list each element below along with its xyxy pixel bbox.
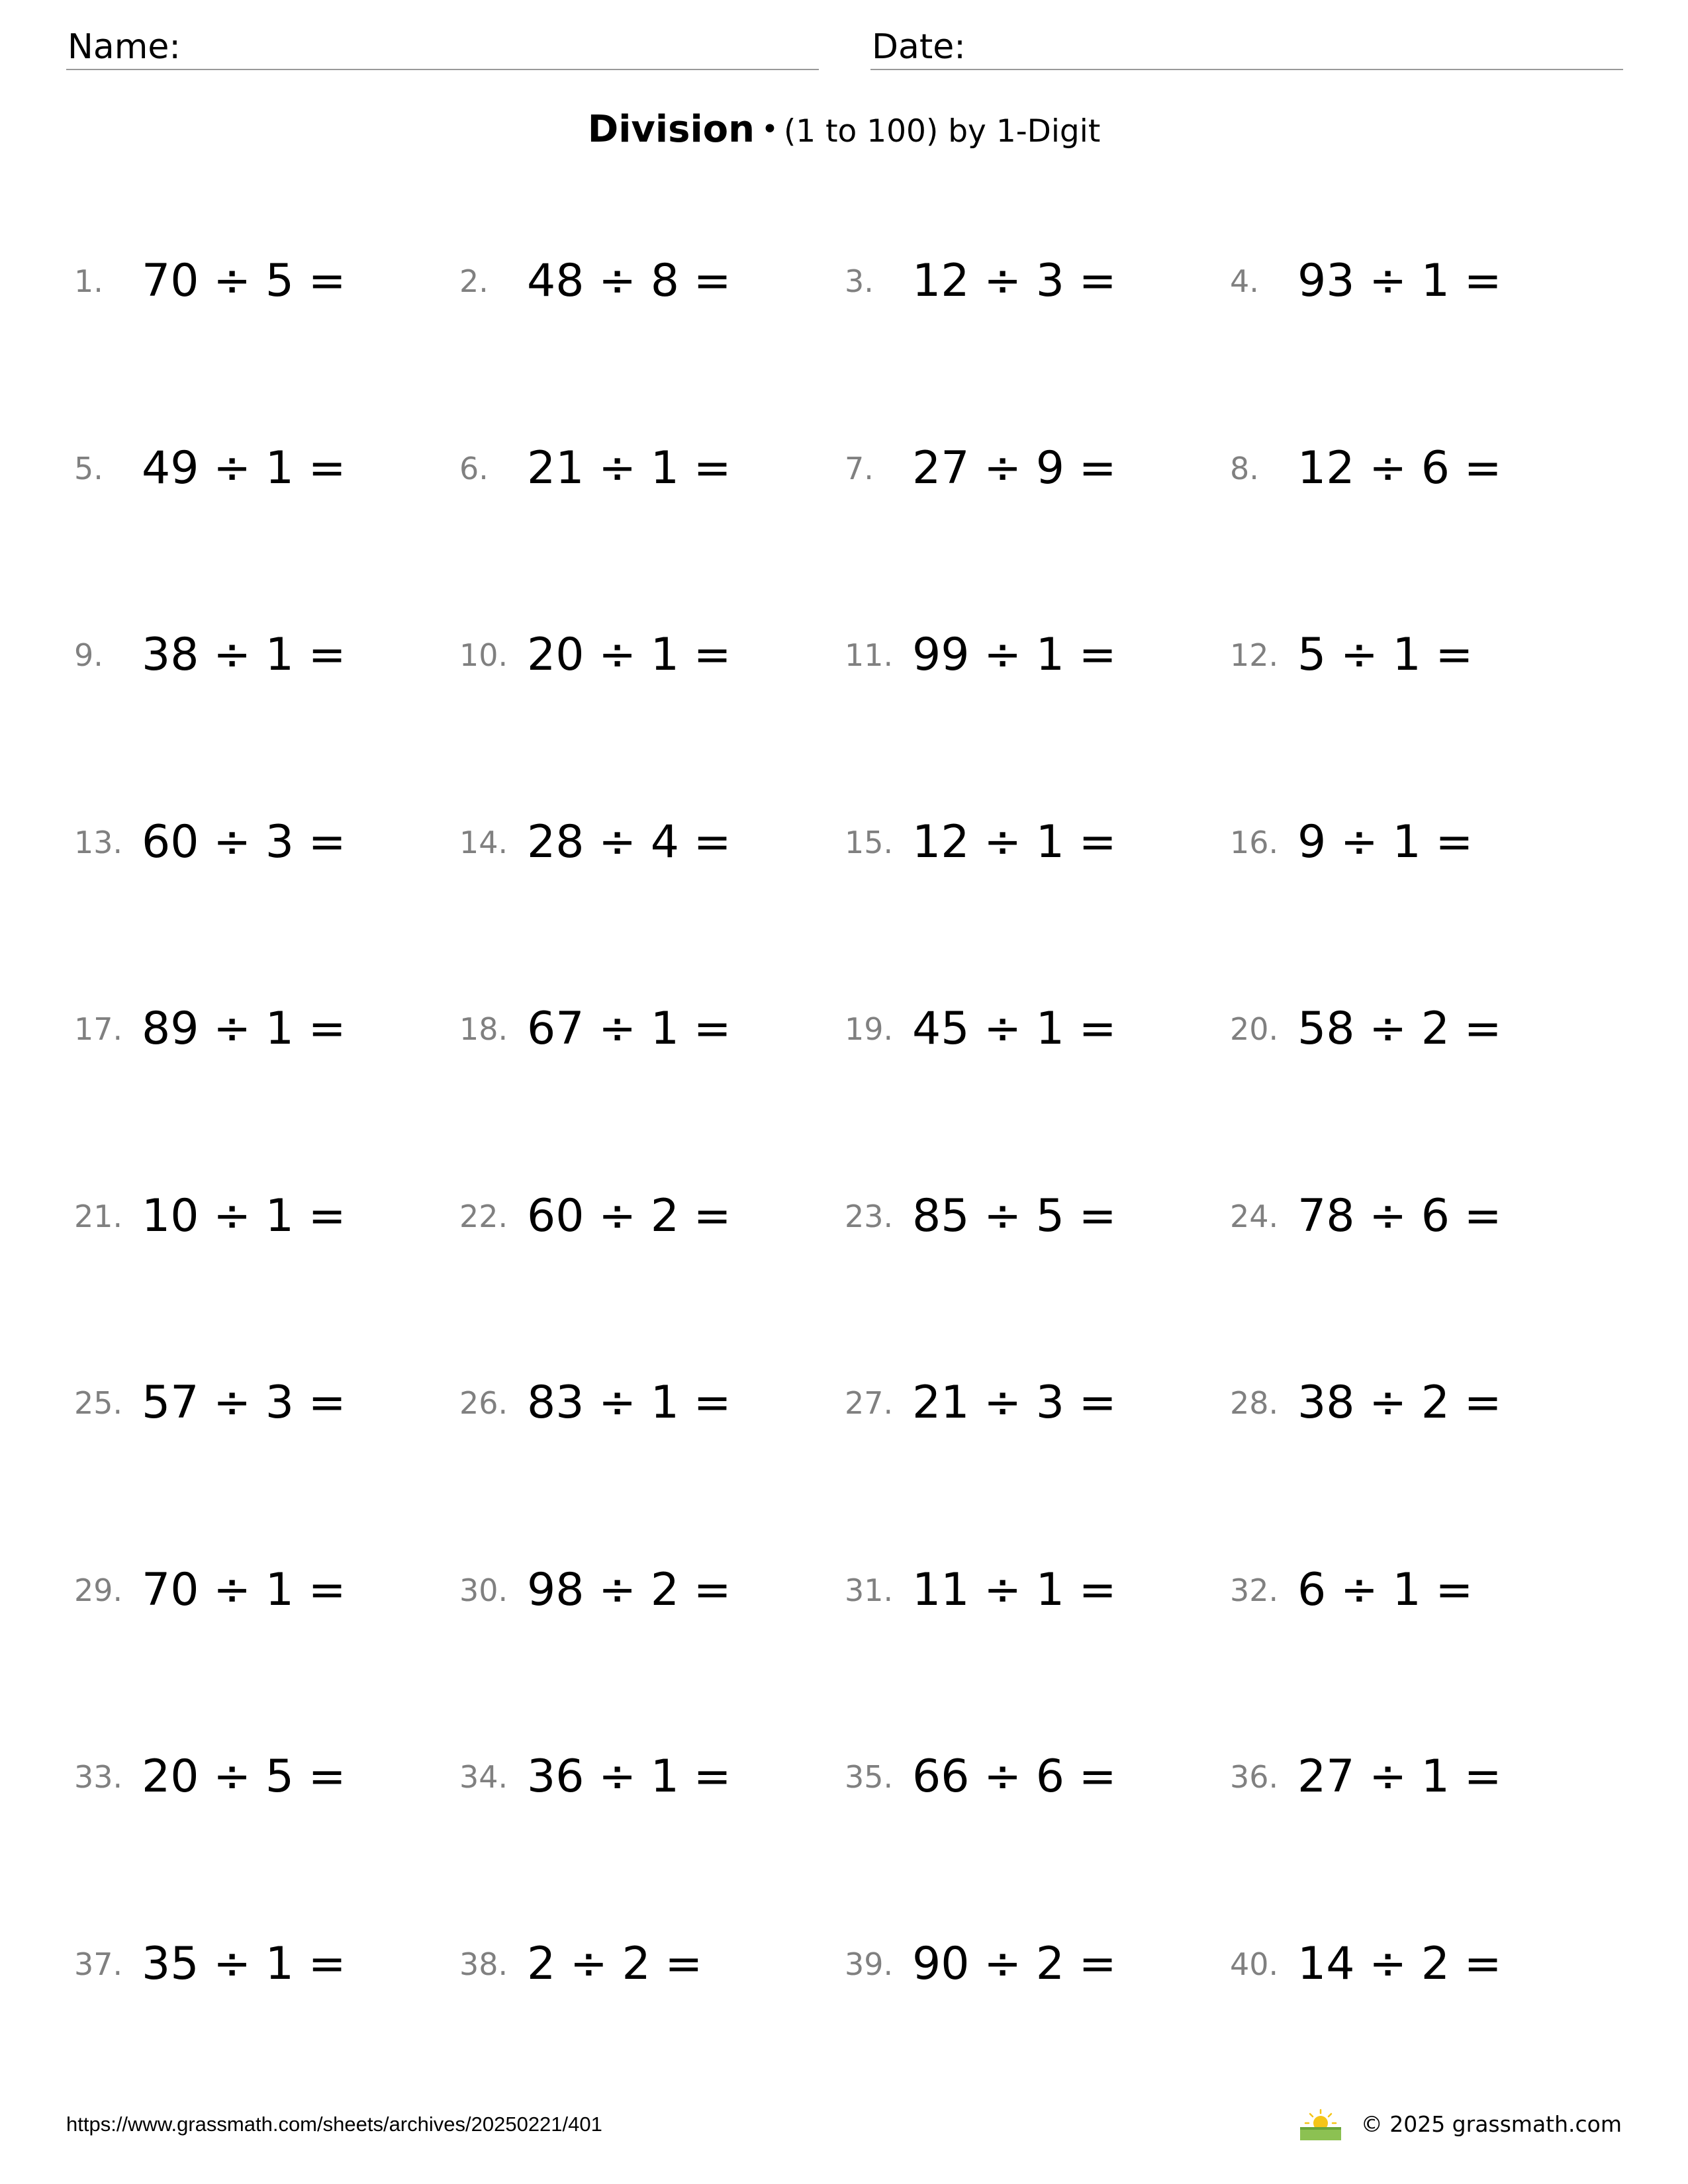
problem-expression: 66 ÷ 6 = [912,1751,1117,1803]
grassmath-logo-icon [1296,2107,1345,2142]
name-label: Name: [68,27,181,67]
problem-number: 1. [74,263,103,299]
problem-expression: 98 ÷ 2 = [527,1564,731,1616]
problem-expression: 36 ÷ 1 = [527,1751,731,1803]
problem-expression: 48 ÷ 8 = [527,255,731,307]
problem-number: 33. [74,1759,123,1795]
problem-expression: 38 ÷ 1 = [142,629,346,681]
problem-expression: 67 ÷ 1 = [527,1003,731,1055]
problem-number: 5. [74,451,103,486]
problem-number: 36. [1230,1759,1279,1795]
problem-number: 37. [74,1946,123,1982]
problem-expression: 70 ÷ 1 = [142,1564,346,1616]
problem-number: 21. [74,1199,123,1234]
title-subtitle: (1 to 100) by 1-Digit [783,113,1101,150]
date-label: Date: [872,27,966,67]
problem-expression: 12 ÷ 6 = [1297,442,1502,494]
problem-number: 30. [459,1572,508,1608]
problem-number: 40. [1230,1946,1279,1982]
problem-expression: 78 ÷ 6 = [1297,1190,1502,1242]
problem-number: 18. [459,1011,508,1047]
problem-number: 12. [1230,637,1279,673]
problem-expression: 11 ÷ 1 = [912,1564,1117,1616]
problem-number: 4. [1230,263,1259,299]
problem-number: 25. [74,1385,123,1421]
footer-url: https://www.grassmath.com/sheets/archives/20250221/401 [66,2113,602,2136]
problem-number: 14. [459,825,508,860]
problem-expression: 58 ÷ 2 = [1297,1003,1502,1055]
problem-expression: 6 ÷ 1 = [1297,1564,1474,1616]
problem-expression: 38 ÷ 2 = [1297,1377,1502,1429]
problem-expression: 35 ÷ 1 = [142,1938,346,1990]
problem-number: 29. [74,1572,123,1608]
problem-expression: 90 ÷ 2 = [912,1938,1117,1990]
problem-number: 15. [845,825,894,860]
problem-number: 9. [74,637,103,673]
problem-number: 2. [459,263,489,299]
problem-number: 31. [845,1572,894,1608]
problem-expression: 45 ÷ 1 = [912,1003,1117,1055]
problem-expression: 28 ÷ 4 = [527,816,731,868]
problem-expression: 21 ÷ 1 = [527,442,731,494]
problem-number: 10. [459,637,508,673]
problem-number: 23. [845,1199,894,1234]
problem-expression: 12 ÷ 1 = [912,816,1117,868]
problem-expression: 12 ÷ 3 = [912,255,1117,307]
problem-expression: 5 ÷ 1 = [1297,629,1474,681]
footer-brand [1296,2106,1622,2143]
problem-number: 6. [459,451,489,486]
problem-number: 35. [845,1759,894,1795]
problem-number: 7. [845,451,874,486]
problem-expression: 14 ÷ 2 = [1297,1938,1502,1990]
problem-number: 3. [845,263,874,299]
problem-number: 17. [74,1011,123,1047]
problem-number: 38. [459,1946,508,1982]
problem-expression: 20 ÷ 1 = [527,629,731,681]
problem-number: 39. [845,1946,894,1982]
problem-expression: 27 ÷ 9 = [912,442,1117,494]
problem-expression: 9 ÷ 1 = [1297,816,1474,868]
problem-expression: 70 ÷ 5 = [142,255,346,307]
problem-expression: 10 ÷ 1 = [142,1190,346,1242]
problem-expression: 99 ÷ 1 = [912,629,1117,681]
problem-number: 13. [74,825,123,860]
problem-number: 24. [1230,1199,1279,1234]
name-field[interactable] [66,25,819,70]
problem-number: 27. [845,1385,894,1421]
date-field[interactable] [870,25,1623,70]
problem-expression: 27 ÷ 1 = [1297,1751,1502,1803]
problem-number: 28. [1230,1385,1279,1421]
problem-expression: 21 ÷ 3 = [912,1377,1117,1429]
problem-expression: 93 ÷ 1 = [1297,255,1502,307]
problem-number: 8. [1230,451,1259,486]
problem-expression: 60 ÷ 3 = [142,816,346,868]
problem-expression: 57 ÷ 3 = [142,1377,346,1429]
problem-expression: 83 ÷ 1 = [527,1377,731,1429]
problem-number: 22. [459,1199,508,1234]
problem-number: 34. [459,1759,508,1795]
title-bullet: • [761,113,778,146]
problem-number: 19. [845,1011,894,1047]
problem-number: 26. [459,1385,508,1421]
problem-number: 20. [1230,1011,1279,1047]
footer-copyright: © 2025 grassmath.com [1360,2111,1622,2137]
problem-expression: 2 ÷ 2 = [527,1938,703,1990]
problem-number: 32. [1230,1572,1279,1608]
problem-expression: 85 ÷ 5 = [912,1190,1117,1242]
problem-expression: 60 ÷ 2 = [527,1190,731,1242]
worksheet-title [0,106,1688,156]
problem-number: 11. [845,637,894,673]
problem-expression: 89 ÷ 1 = [142,1003,346,1055]
problem-expression: 49 ÷ 1 = [142,442,346,494]
problem-number: 16. [1230,825,1279,860]
title-main: Division [587,108,755,151]
problem-expression: 20 ÷ 5 = [142,1751,346,1803]
